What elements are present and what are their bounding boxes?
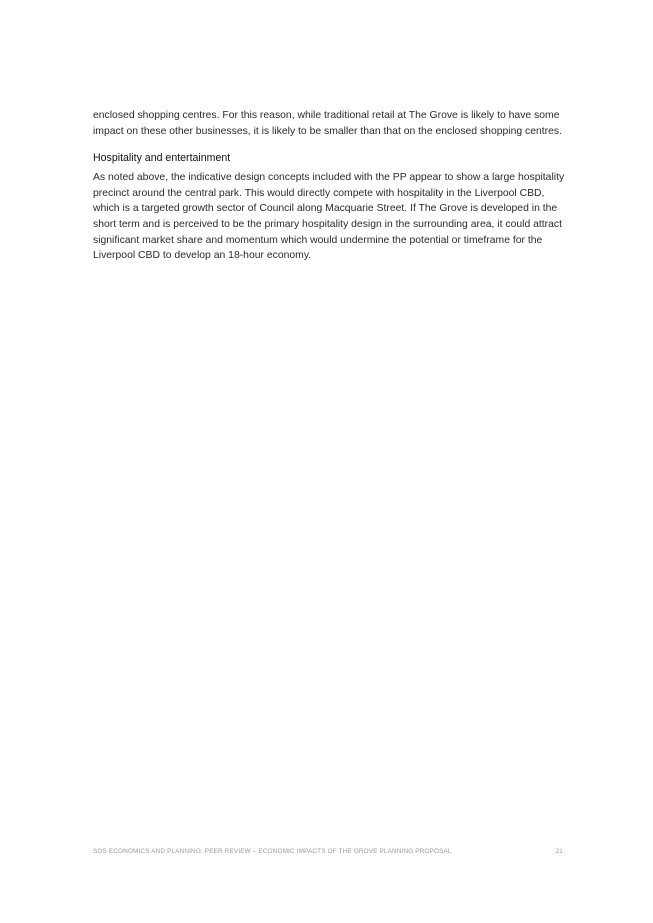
section-heading: Hospitality and entertainment: [93, 152, 231, 165]
paragraph-line: As noted above, the indicative design concepts included with the PP appear to show a large hospitality: [93, 172, 565, 184]
intro-paragraph: [93, 108, 583, 139]
paragraph-line: precinct around the central park. This would directly compete with hospitality in the Liverpool CBD,: [93, 187, 545, 199]
paragraph-line: impact on these other businesses, it is likely to be smaller than that on the enclosed shopping centres.: [93, 125, 562, 137]
footer-title: SGS ECONOMICS AND PLANNING: PEER REVIEW – ECONOMIC IMPACTS OF THE GROVE PLANNING PROPOSAL: [93, 848, 452, 855]
paragraph-line: Liverpool CBD to develop an 18-hour economy.: [93, 250, 312, 262]
paragraph-line: enclosed shopping centres. For this reason, while traditional retail at The Grove is likely to have some: [93, 110, 560, 121]
section-paragraph: [93, 170, 583, 264]
paragraph-line: significant market share and momentum which would undermine the potential or timeframe for the: [93, 234, 543, 246]
page-content: [93, 108, 583, 264]
paragraph-line: short term and is perceived to be the primary hospitality design in the surrounding area, it could attract: [93, 218, 562, 230]
page-footer: [93, 848, 563, 860]
page-number: 21: [555, 848, 563, 855]
paragraph-line: which is a targeted growth sector of Council along Macquarie Street. If The Grove is developed in the: [93, 203, 558, 215]
